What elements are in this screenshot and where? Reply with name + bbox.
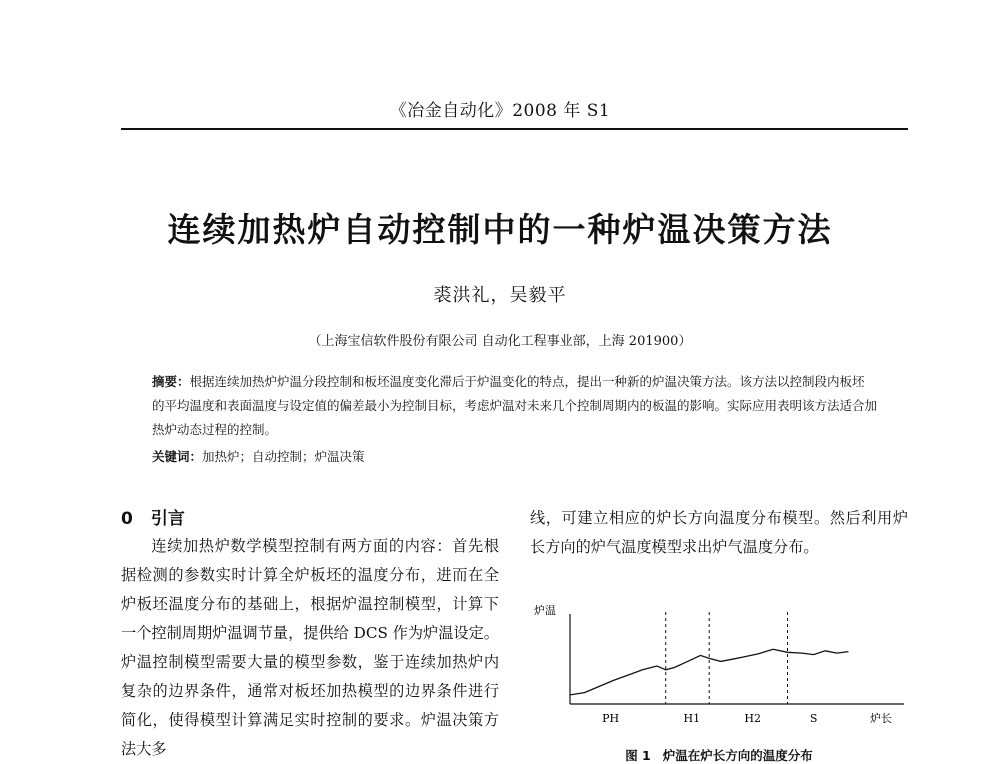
zone-label: S	[809, 712, 818, 725]
figure-1	[530, 598, 908, 763]
header-rule	[121, 128, 908, 130]
section-heading	[121, 504, 499, 532]
keywords-label: 关键词：	[152, 449, 203, 464]
intro-paragraph: 连续加热炉数学模型控制有两方面的内容：首先根据检测的参数实时计算全炉板坯的温度分布，进而在全炉板坯温度分布的基础上，根据炉温控制模型，计算下一个控制周期炉温调节量，提供给 DCS 作为炉温设定。炉温控制模型需要大量的模型参数，鉴于连续加热炉内复杂的边界条件，通常对板坯加热模型的边界条件进行简化，使得模型计算满足实时控制的要求。炉温决策方法大多	[121, 537, 499, 758]
journal-header: 《冶金自动化》2008 年 S1	[389, 101, 611, 121]
zone-label: H2	[744, 712, 761, 725]
abstract-label: 摘要：	[152, 374, 190, 389]
abstract-text: 根据连续加热炉炉温分段控制和板坯温度变化滞后于炉温变化的特点，提出一种新的炉温决策方法。该方法以控制段内板坯的平均温度和表面温度与设定值的偏差最小为控制目标，考虑炉温对未来几个控制周期内的板温的影响。实际应用表明该方法适合加热炉动态过程的控制。	[152, 374, 878, 437]
section-title: 引言	[150, 509, 185, 529]
authors: 裘洪礼，吴毅平	[433, 285, 567, 306]
zone-label: PH	[602, 712, 620, 725]
keywords	[152, 447, 877, 465]
keywords-text: 加热炉；自动控制；炉温决策	[202, 449, 365, 464]
y-axis-label: 炉温	[534, 604, 556, 617]
figure-caption	[530, 746, 908, 764]
right-paragraph: 线，可建立相应的炉长方向温度分布模型。然后利用炉长方向的炉气温度模型求出炉气温度分布。	[530, 509, 908, 556]
temperature-chart	[530, 598, 908, 743]
affiliation: （上海宝信软件股份有限公司 自动化工程事业部，上海 201900）	[308, 334, 692, 349]
x-axis-label: 炉长	[870, 712, 892, 725]
figure-number: 图 1	[625, 748, 651, 763]
zone-label: H1	[683, 712, 701, 725]
section-number: 0	[121, 509, 133, 529]
figure-title: 炉温在炉长方向的温度分布	[662, 748, 813, 763]
paper-title: 连续加热炉自动控制中的一种炉温决策方法	[167, 210, 833, 249]
abstract	[152, 370, 877, 442]
left-column	[121, 504, 499, 764]
right-column	[530, 504, 908, 562]
